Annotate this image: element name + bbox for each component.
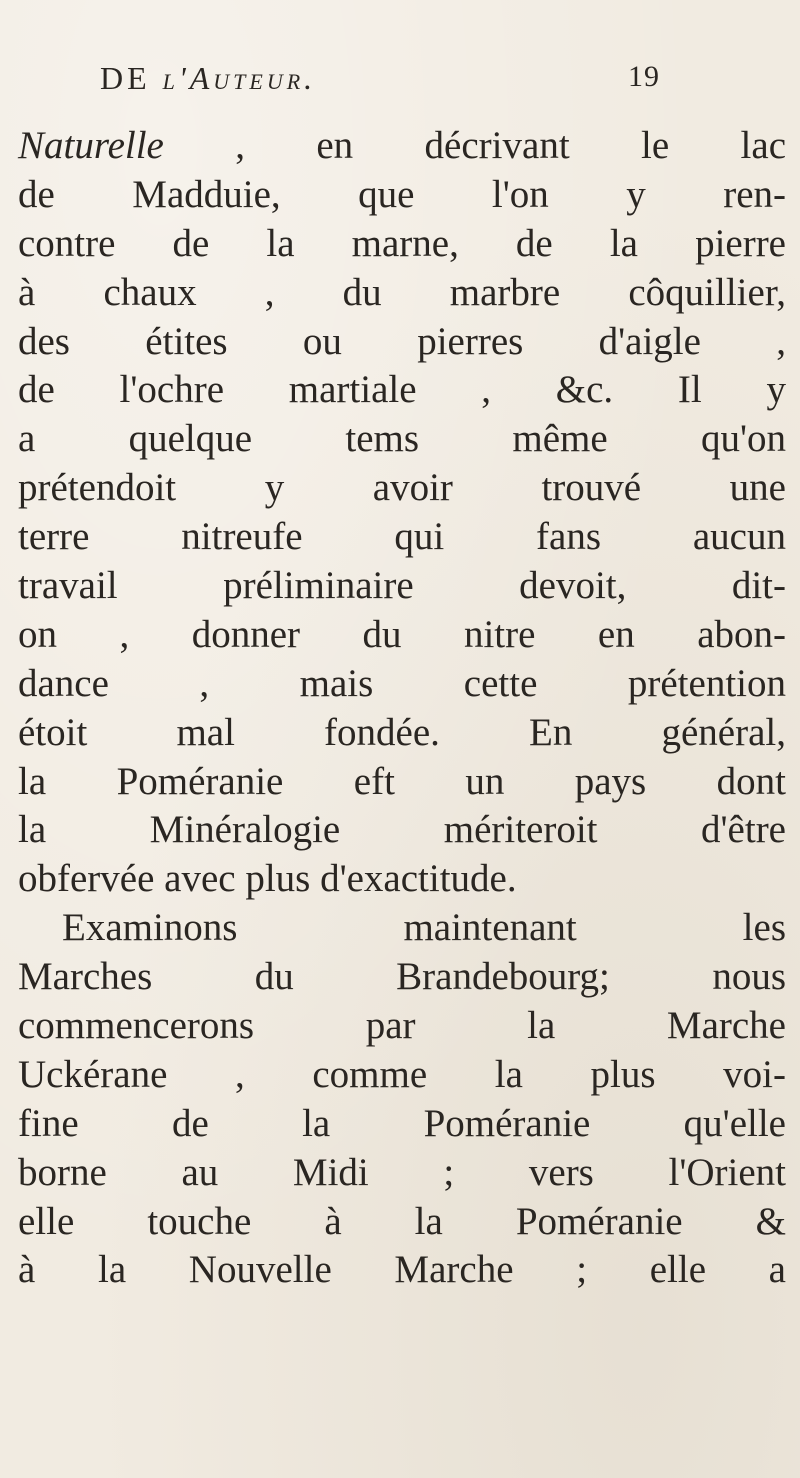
text-line: à la Nouvelle Marche ; elle a <box>18 1248 786 1292</box>
text-line: a quelque tems même qu'on <box>18 417 786 461</box>
page-header <box>100 60 660 108</box>
text-line: travail préliminaire devoit, dit- <box>18 564 786 608</box>
text-line: des étites ou pierres d'aigle , <box>18 319 786 363</box>
text-line: à chaux , du marbre côquillier, <box>18 270 786 314</box>
text-line: dance , mais cette prétention <box>18 661 786 705</box>
text-line: obfervée avec plus d'exactitude. <box>18 857 517 901</box>
text-line: étoit mal fondée. En général, <box>18 710 786 754</box>
text-line <box>18 122 786 171</box>
text-line: de l'ochre martiale , &c. Il y <box>18 368 786 412</box>
text-line: fine de la Poméranie qu'elle <box>18 1101 786 1145</box>
text-line: contre de la marne, de la pierre <box>18 221 786 265</box>
text-line: la Poméranie eft un pays dont <box>18 759 786 803</box>
running-head-prefix: DE <box>100 60 163 96</box>
text-line: Examinons maintenant les <box>62 906 786 950</box>
text-line: elle touche à la Poméranie & <box>18 1199 786 1243</box>
text-line: Marches du Brandebourg; nous <box>18 955 786 999</box>
text-line: de Madduie, que l'on y ren- <box>18 172 786 216</box>
text-line: borne au Midi ; vers l'Orient <box>18 1150 786 1194</box>
text-line: Uckérane , comme la plus voi- <box>18 1052 786 1096</box>
line-text: , en décrivant le lac <box>163 124 786 167</box>
text-line: prétendoit y avoir trouvé une <box>18 466 786 510</box>
running-head-name: l'Auteur. <box>162 60 317 96</box>
body-text <box>18 122 788 1295</box>
text-line: on , donner du nitre en abon- <box>18 612 786 656</box>
text-line: la Minéralogie mériteroit d'être <box>18 808 786 852</box>
text-line: terre nitreufe qui fans aucun <box>18 515 786 559</box>
running-head <box>100 60 316 97</box>
italic-word: Naturelle <box>18 124 164 167</box>
text-line: commencerons par la Marche <box>18 1004 786 1048</box>
page-number: 19 <box>628 60 660 93</box>
